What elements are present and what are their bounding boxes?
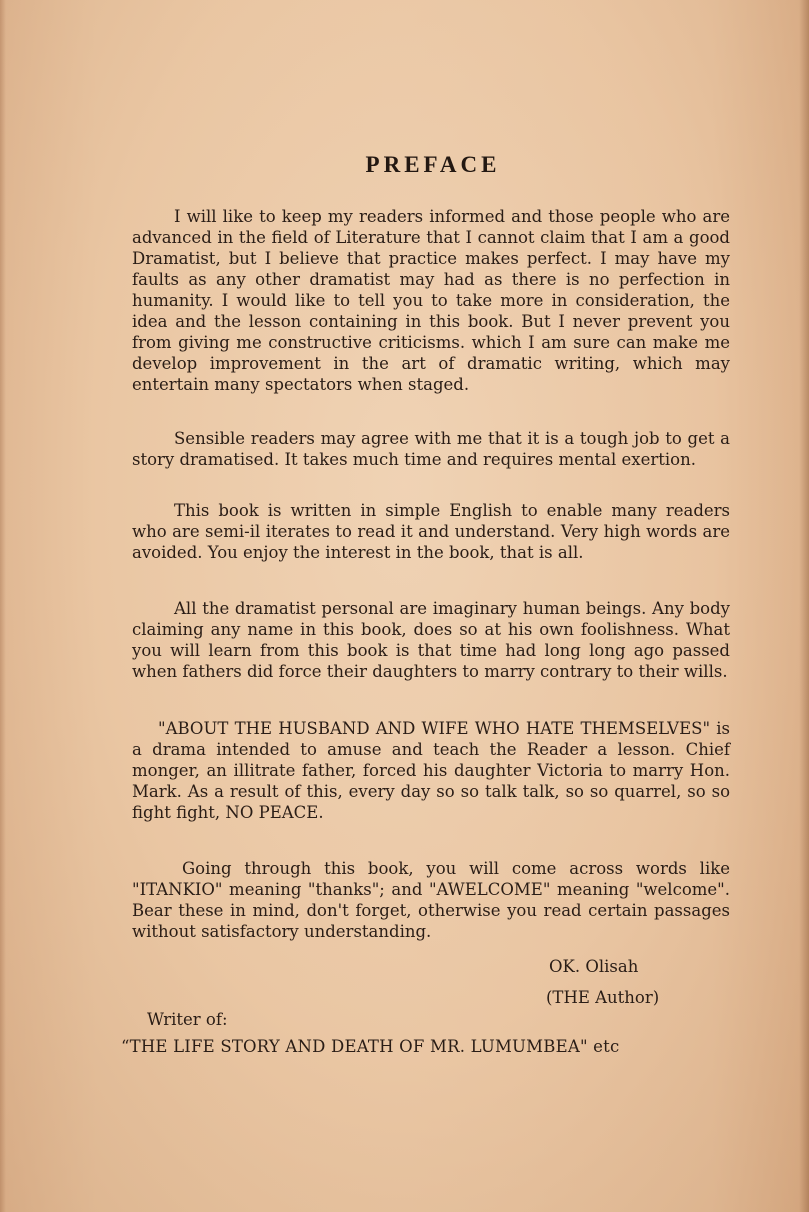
page-left-edge [0, 0, 6, 1212]
preface-paragraph-4: All the dramatist personal are imaginary human beings. Any body claiming any name in this book, does so at his own foolishness. What you will learn from this book is that time had long long ago passed when fathers did force their daughters to marry contrary to their wills. [132, 599, 730, 681]
page-right-edge [799, 0, 809, 1212]
preface-paragraph-6: Going through this book, you will come across words like "ITANKIO" meaning "thanks"; and "AWELCOME" meaning "welcome". Bear these in mind, don't forget, otherwise you read certain passages without satisfactory understanding. [132, 859, 730, 941]
author-signature-name: OK. Olisah [549, 957, 639, 976]
preface-paragraph-3: This book is written in simple English to enable many readers who are semi-il iterates to read it and understand. Very high words are avoided. You enjoy the interest in the book, that is all. [132, 501, 730, 562]
preface-paragraph-2: Sensible readers may agree with me that it is a tough job to get a story dramatised. It takes much time and requires mental exertion. [132, 429, 730, 469]
preface-paragraph-1: I will like to keep my readers informed and those people who are advanced in the field of Literature that I cannot claim that I am a good Dramatist, but I believe that practice makes perfect. I may have my faults as any other dramatist may had as there is no perfection in humanity. I would like to tell you to take more in consideration, the idea and the lesson containing in this book. But I never prevent you from giving me constructive criticisms. which I am sure can make me develop improvement in the art of dramatic writing, which may entertain many spectators when staged. [132, 207, 730, 394]
writer-of-label: Writer of: [147, 1010, 228, 1029]
author-signature-role: (THE Author) [546, 988, 660, 1007]
other-work-title: “THE LIFE STORY AND DEATH OF MR. LUMUMBEA" etc [121, 1037, 620, 1056]
preface-heading: PREFACE [365, 152, 501, 177]
preface-paragraph-5: "ABOUT THE HUSBAND AND WIFE WHO HATE THEMSELVES" is a drama intended to amuse and teach the Reader a lesson. Chief monger, an illitrate father, forced his daughter Victoria to marry Hon. Mark. As a result of this, every day so so talk talk, so so quarrel, so so fight fight, NO PEACE. [132, 719, 730, 822]
